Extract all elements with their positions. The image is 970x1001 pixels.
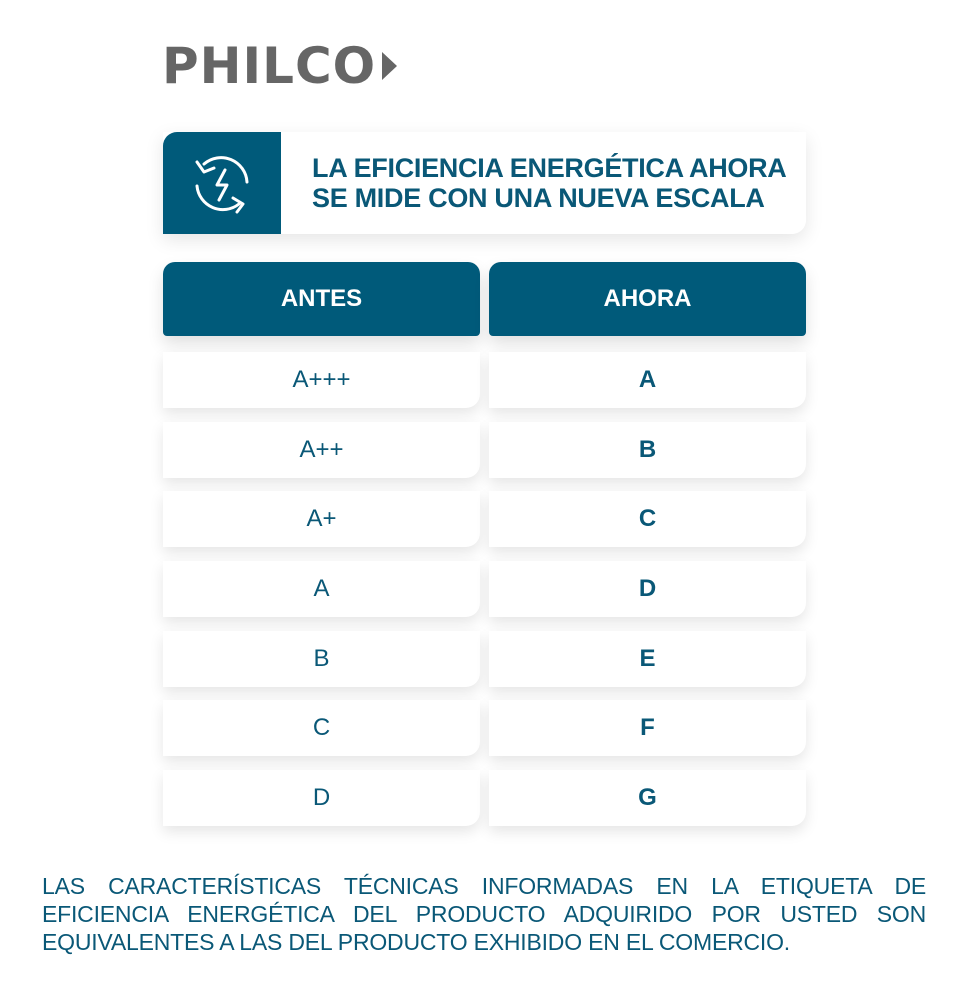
cell-ahora: D bbox=[489, 561, 806, 617]
cell-ahora: F bbox=[489, 700, 806, 756]
table-row bbox=[163, 422, 806, 478]
cell-antes: C bbox=[163, 700, 480, 756]
banner-text bbox=[290, 132, 806, 234]
table-row bbox=[163, 561, 806, 617]
table-row bbox=[163, 631, 806, 687]
header-ahora: AHORA bbox=[489, 262, 806, 336]
banner-title-line1: LA EFICIENCIA ENERGÉTICA AHORA bbox=[312, 153, 787, 183]
banner-icon-box bbox=[163, 132, 281, 234]
efficiency-banner bbox=[163, 132, 806, 234]
cell-ahora: G bbox=[489, 770, 806, 826]
cell-antes: A++ bbox=[163, 422, 480, 478]
cell-antes: B bbox=[163, 631, 480, 687]
banner-title-line2: SE MIDE CON UNA NUEVA ESCALA bbox=[312, 183, 765, 213]
refresh-lightning-icon bbox=[187, 148, 257, 218]
philco-logo bbox=[162, 37, 397, 95]
brand-name: PHILCO bbox=[162, 37, 377, 95]
header-antes: ANTES bbox=[163, 262, 480, 336]
table-row bbox=[163, 491, 806, 547]
cell-ahora: A bbox=[489, 352, 806, 408]
cell-ahora: E bbox=[489, 631, 806, 687]
table-row bbox=[163, 700, 806, 756]
cell-antes: A bbox=[163, 561, 480, 617]
cell-antes: A+ bbox=[163, 491, 480, 547]
logo-arrow-icon bbox=[382, 52, 397, 80]
cell-antes: A+++ bbox=[163, 352, 480, 408]
cell-ahora: C bbox=[489, 491, 806, 547]
efficiency-comparison-table bbox=[163, 262, 806, 840]
table-row bbox=[163, 352, 806, 408]
cell-antes: D bbox=[163, 770, 480, 826]
table-header-row bbox=[163, 262, 806, 336]
legal-footnote: LAS CARACTERÍSTICAS TÉCNICAS INFORMADAS EN LA ETIQUETA DE EFICIENCIA ENERGÉTICA DEL PRODUCTO ADQUIRIDO POR USTED SON EQUIVALENTES A LAS DEL PRODUCTO EXHIBIDO EN EL COMERCIO. bbox=[42, 873, 926, 955]
table-row bbox=[163, 770, 806, 826]
cell-ahora: B bbox=[489, 422, 806, 478]
